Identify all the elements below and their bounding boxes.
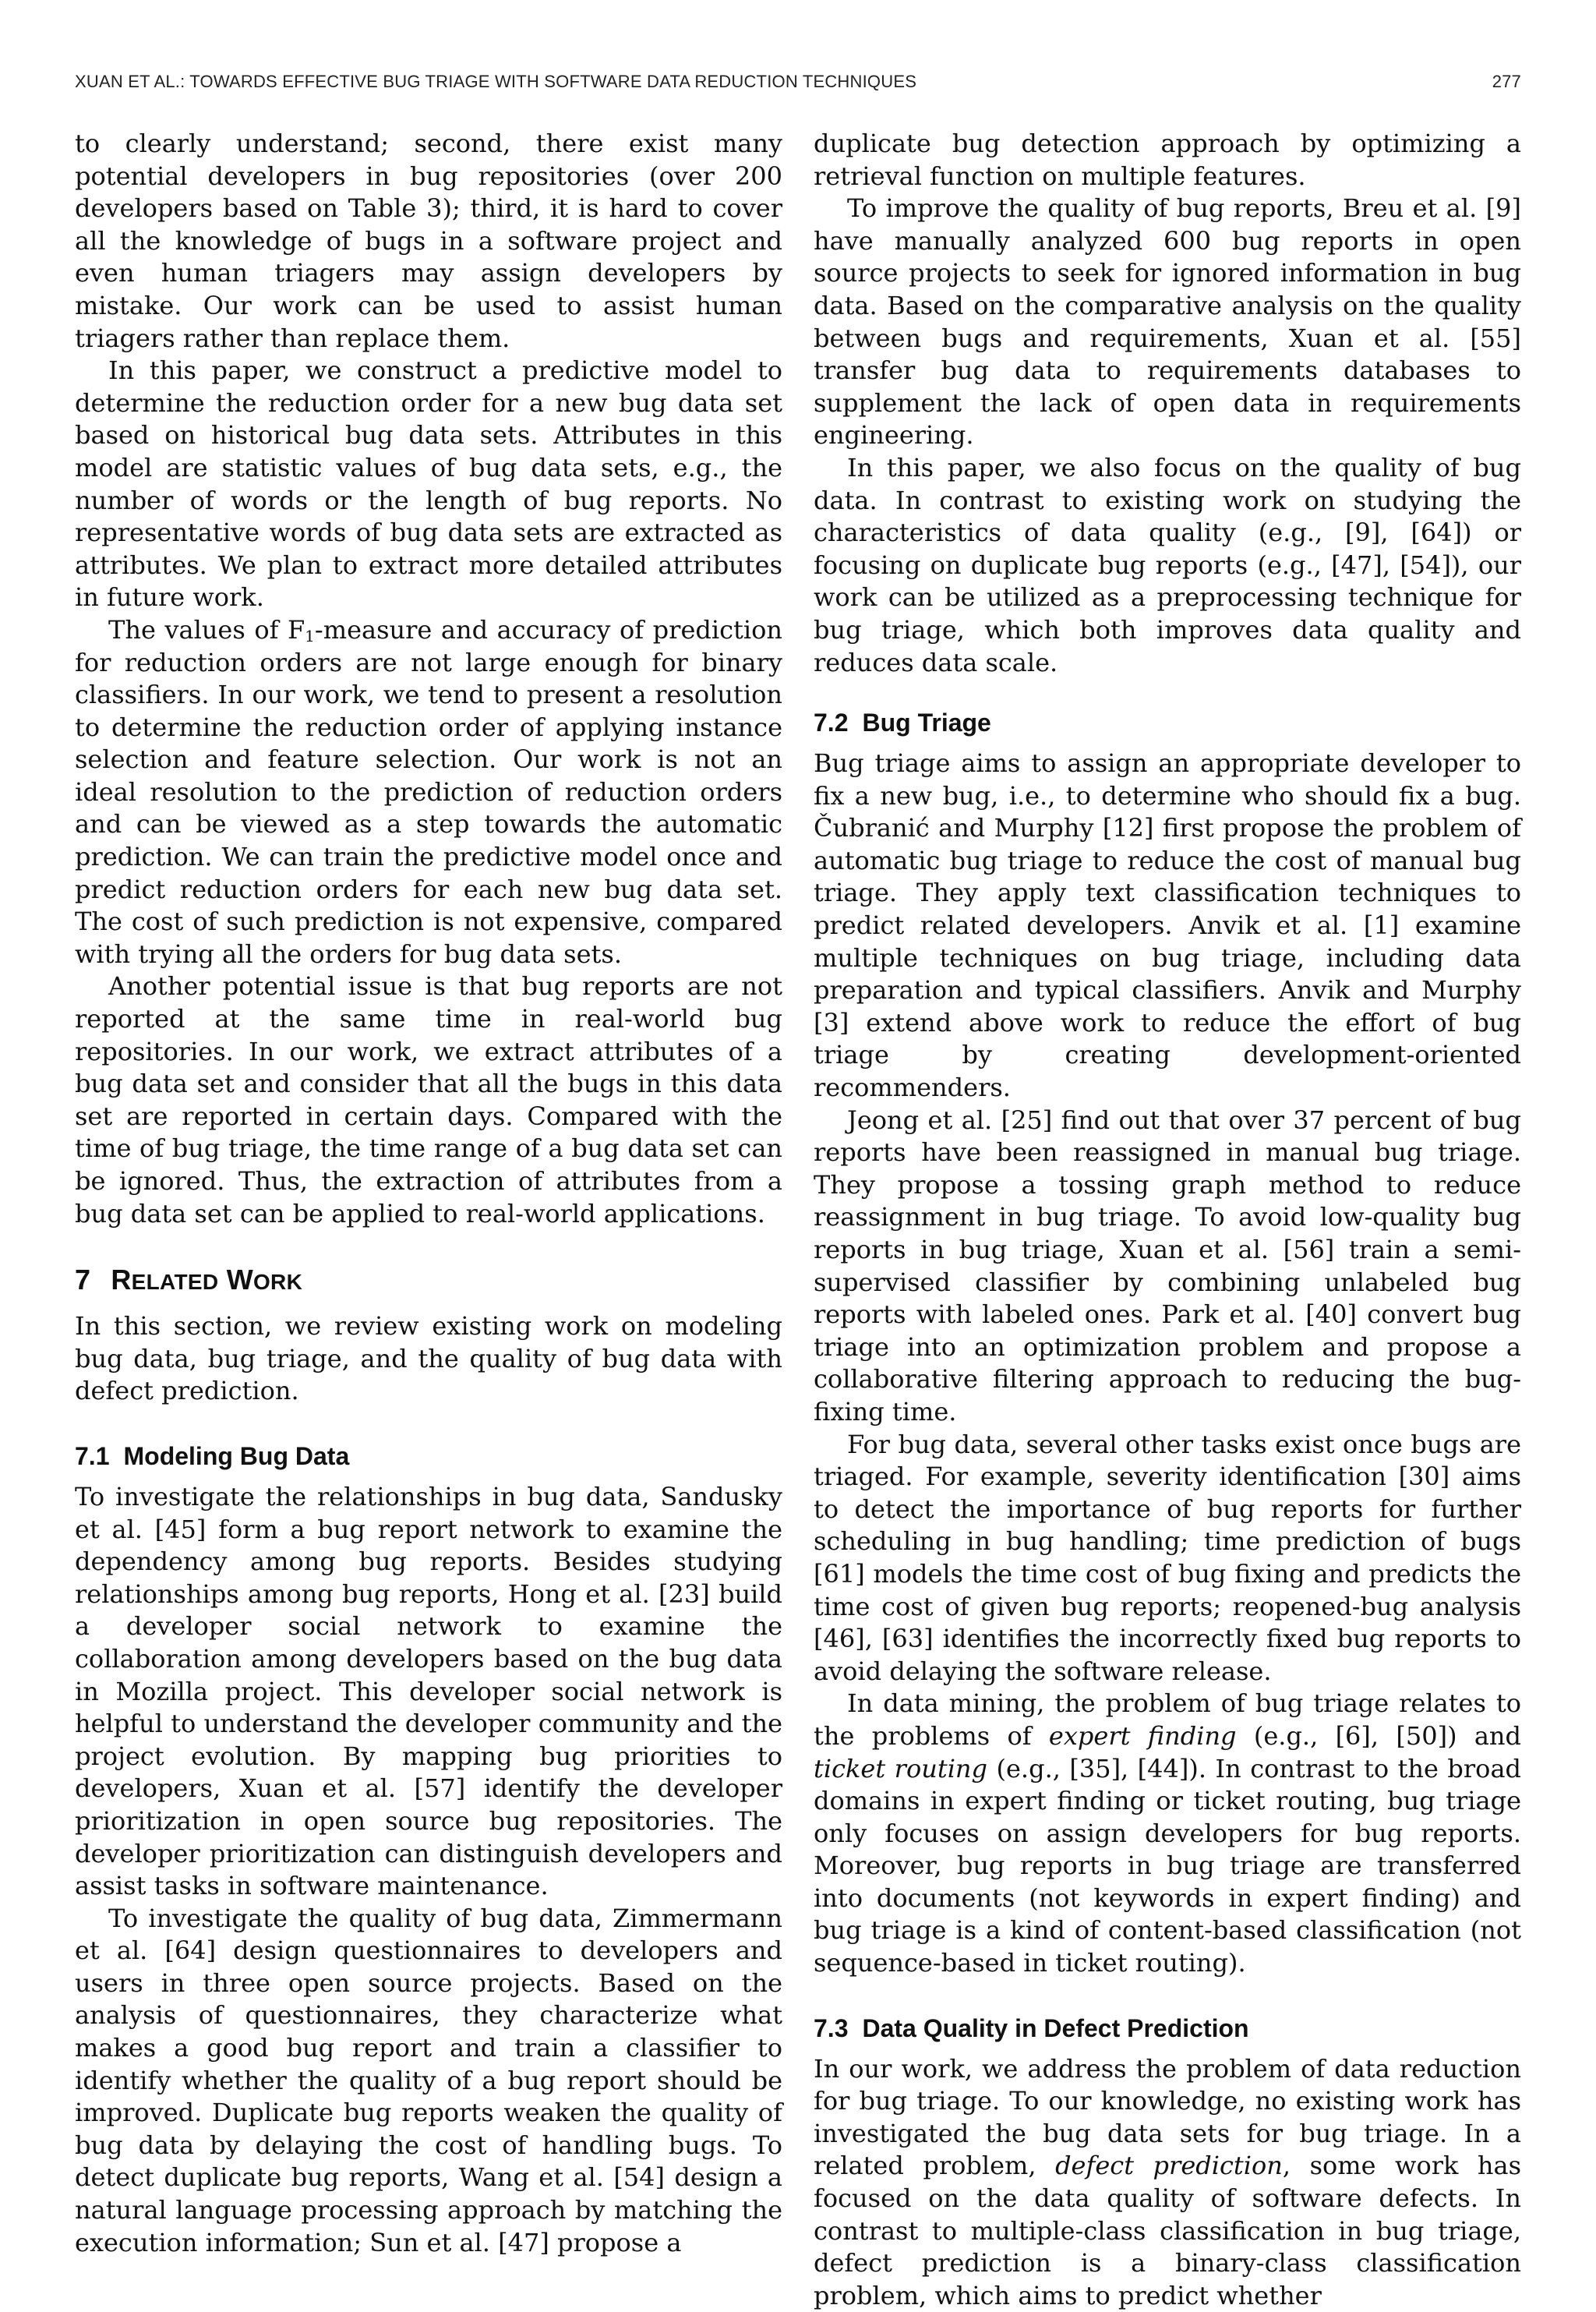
right-column — [814, 128, 1521, 2312]
paragraph: To improve the quality of bug reports, Breu et al. [9] have manually analyzed 600 bug reports in open source projects to seek for ignored information in bug data. Based on the comparative analysis on the quality between bugs and requirements, Xuan et al. [55] transfer bug data to requirements databases to supplement the lack of open data in requirements engineering. — [814, 193, 1521, 451]
paragraph: In this section, we review existing work on modeling bug data, bug triage, and the quality of bug data with defect prediction. — [75, 1311, 782, 1406]
paragraph: To investigate the quality of bug data, Zimmermann et al. [64] design questionnaires to developers and users in three open source projects. Based on the analysis of questionnaires, they characterize what makes a good bug report and train a classifier to identify whether the quality of a bug report should be improved. Duplicate bug reports weaken the quality of bug data by delaying the cost of handling bugs. To detect duplicate bug reports, Wang et al. [54] design a natural language processing approach by matching the execution information; Sun et al. [47] propose a — [75, 1903, 782, 2257]
paragraph: Another potential issue is that bug reports are not reported at the same time in real-world bug repositories. In our work, we extract attributes of a bug data set and consider that all the bugs in this data set are reported in certain days. Compared with the time of bug triage, the time range of a bug data set can be ignored. Thus, the extraction of attributes from a bug data set can be applied to real-world applications. — [75, 971, 782, 1228]
paragraph: Bug triage aims to assign an appropriate developer to fix a new bug, i.e., to determine who should fix a bug. Čubranić and Murphy [12] first propose the problem of automatic bug triage to reduce the cost of manual bug triage. They apply text classification techniques to predict related developers. Anvik et al. [1] examine multiple techniques on bug triage, including data preparation and typical classifiers. Anvik and Murphy [3] extend above work to reduce the effort of bug triage by creating development-oriented recommenders. — [814, 748, 1521, 1103]
paragraph: duplicate bug detection approach by optimizing a retrieval function on multiple features. — [814, 129, 1521, 191]
page-number: 277 — [1492, 72, 1521, 91]
paragraph: In this paper, we also focus on the quality of bug data. In contrast to existing work on studying the characteristics of data quality (e.g., [9], [64]) or focusing on duplicate bug reports (e.g., [47], [54]), our work can be utilized as a preprocessing technique for bug triage, which both improves data quality and reduces data scale. — [814, 452, 1521, 677]
running-title: XUAN ET AL.: TOWARDS EFFECTIVE BUG TRIAGE WITH SOFTWARE DATA REDUCTION TECHNIQUES — [75, 72, 917, 91]
subsection-heading-modeling-bug-data: 7.1 Modeling Bug Data — [75, 1441, 350, 1470]
paragraph: The values of $F_1$-measure and accuracy of prediction for reduction orders are not large enough for binary classifiers. In our work, we tend to present a resolution to determine the reduction order of applying instance selection and feature selection. Our work is not an ideal resolution to the prediction of reduction orders and can be viewed as a step towards the automatic prediction. We can train the predictive model once and predict reduction orders for each new bug data set. The cost of such prediction is not expensive, compared with trying all the orders for bug data sets. — [75, 614, 783, 969]
subsection-heading-bug-triage: 7.2 Bug Triage — [814, 709, 991, 737]
paragraph: Jeong et al. [25] find out that over 37 percent of bug reports have been reassigned in manual bug triage. They propose a tossing graph method to reduce reassignment in bug triage. To avoid low-quality bug reports in bug triage, Xuan et al. [56] train a semi-supervised classifier by combining unlabeled bug reports with labeled ones. Park et al. [40] convert bug triage into an optimization problem and propose a collaborative filtering approach to reducing the bug-fixing time. — [814, 1105, 1521, 1426]
paragraph: For bug data, several other tasks exist once bugs are triaged. For example, severity identification [30] aims to detect the importance of bug reports for further scheduling in bug handling; time prediction of bugs [61] models the time cost of bug fixing and predicts the time cost of given bug reports; reopened-bug analysis [46], [63] identifies the incorrectly fixed bug reports to avoid delaying the software release. — [814, 1429, 1521, 1686]
paragraph: to clearly understand; second, there exist many potential developers in bug repositories (over 200 developers based on Table 3); third, it is hard to cover all the knowledge of bugs in a software project and even human triagers may assign developers by mistake. Our work can be used to assist human triagers rather than replace them. — [75, 129, 782, 353]
paragraph: To investigate the relationships in bug data, Sandusky et al. [45] form a bug report network to examine the dependency among bug reports. Besides studying relationships among bug reports, Hong et al. [23] build a developer social network to examine the collaboration among developers based on the bug data in Mozilla project. This developer social network is helpful to understand the developer community and the project evolution. By mapping bug priorities to developers, Xuan et al. [57] identify the developer prioritization in open source bug repositories. The developer prioritization can distinguish developers and assist tasks in software maintenance. — [75, 1481, 782, 1901]
running-header — [75, 72, 1521, 98]
section-heading-related-work: 7 RELATED WORK — [75, 1264, 303, 1296]
left-column — [75, 128, 782, 2259]
paragraph: In our work, we address the problem of data reduction for bug triage. To our knowledge, no existing work has investigated the bug data sets for bug triage. In a related problem, defect prediction, some work has focused on the data quality of software defects. In contrast to multiple-class classification in bug triage, defect prediction is a binary-class classification problem, which aims to predict whether — [814, 2053, 1522, 2310]
paragraph: In data mining, the problem of bug triage relates to the problems of expert finding (e.g., [6], [50]) and ticket routing (e.g., [35], [44]). In contrast to the broad domains in expert finding or ticket routing, bug triage only focuses on assign developers for bug reports. Moreover, bug reports in bug triage are transferred into documents (not keywords in expert finding) and bug triage is a kind of content-based classification (not sequence-based in ticket routing). — [814, 1688, 1522, 1978]
paragraph: In this paper, we construct a predictive model to determine the reduction order for a new bug data set based on historical bug data sets. Attributes in this model are statistic values of bug data sets, e.g., the number of words or the length of bug reports. No representative words of bug data sets are extracted as attributes. We plan to extract more detailed attributes in future work. — [75, 355, 782, 613]
subsection-heading-data-quality: 7.3 Data Quality in Defect Prediction — [814, 2013, 1249, 2042]
